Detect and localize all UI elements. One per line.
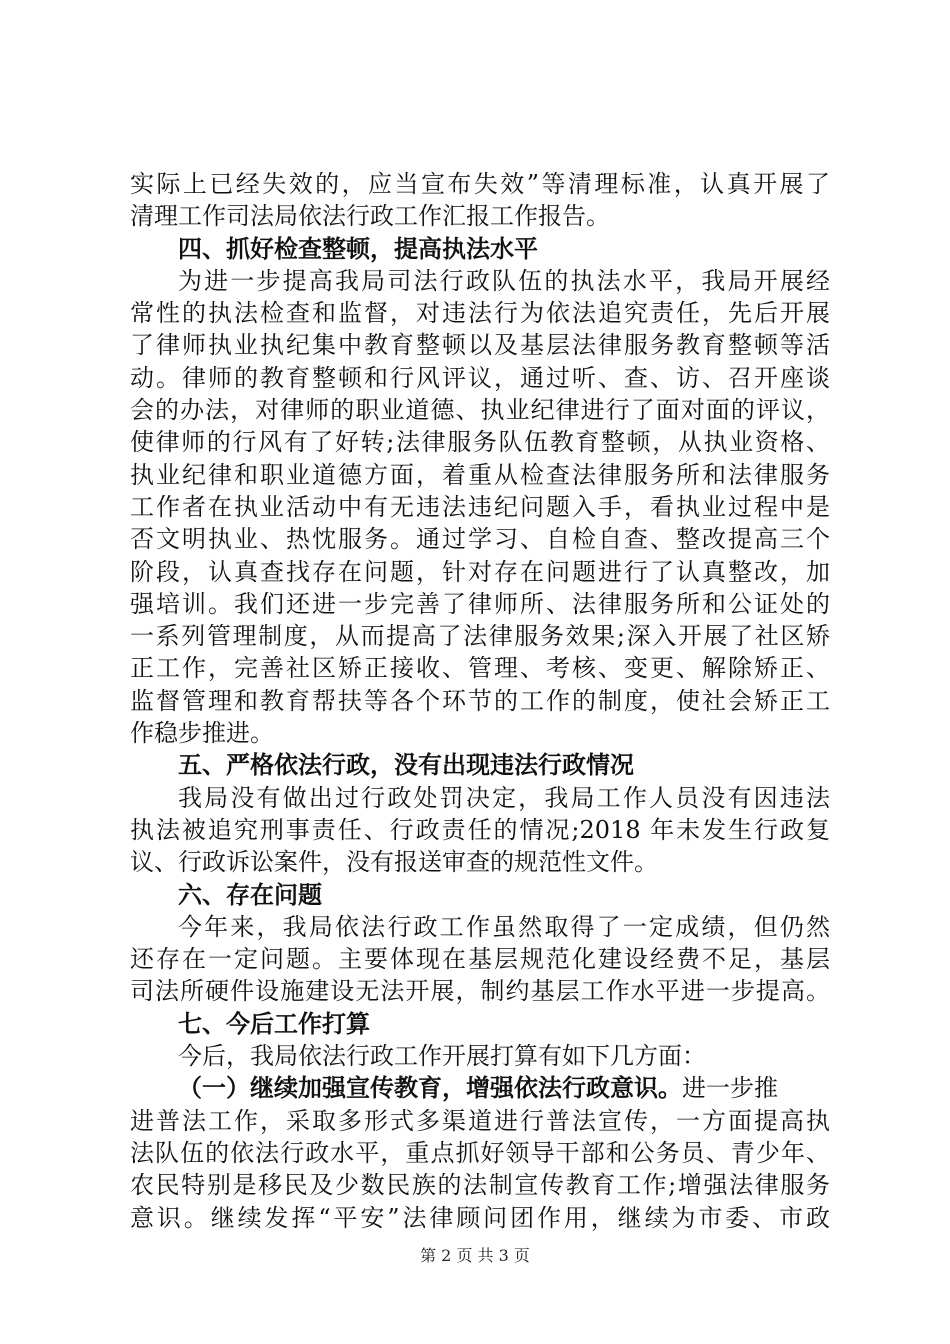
text-run: 进一步推 <box>682 1074 778 1103</box>
text-line: 进普法工作，采取多形式多渠道进行普法宣传，一方面提高执 <box>130 1106 830 1135</box>
text-line: 今年来，我局依法行政工作虽然取得了一定成绩，但仍然 <box>178 912 830 941</box>
text-line: 作稳步推进。 <box>130 719 274 748</box>
section-heading: 七、今后工作打算 <box>178 1008 370 1038</box>
text-line: 实际上已经失效的，应当宣布失效”等清理标准，认真开展了 <box>130 170 830 198</box>
section-heading: 五、严格依法行政，没有出现违法行政情况 <box>178 750 634 780</box>
text-line: 常性的执法检查和监督，对违法行为依法追究责任，先后开展 <box>130 299 830 328</box>
text-line: 强培训。我们还进一步完善了律师所、法律服务所和公证处的 <box>130 589 830 618</box>
text-line: 会的办法，对律师的职业道德、执业纪律进行了面对面的评议， <box>130 396 830 425</box>
text-line: 意识。继续发挥“平安”法律顾问团作用，继续为市委、市政 <box>130 1203 830 1232</box>
text-line: 了律师执业执纪集中教育整顿以及基层法律服务教育整顿等活 <box>130 331 830 360</box>
text-line: 阶段，认真查找存在问题，针对存在问题进行了认真整改，加 <box>130 557 830 586</box>
subsection-heading: （一）继续加强宣传教育，增强依法行政意识。 <box>178 1073 682 1103</box>
text-line: 否文明执业、热忱服务。通过学习、自检自查、整改提高三个 <box>130 525 830 554</box>
text-line: 我局没有做出过行政处罚决定，我局工作人员没有因违法 <box>178 783 830 812</box>
text-line: 今后，我局依法行政工作开展打算有如下几方面： <box>178 1042 706 1071</box>
text-line: 监督管理和教育帮扶等各个环节的工作的制度，使社会矫正工 <box>130 686 830 715</box>
text-line: 还存在一定问题。主要体现在基层规范化建设经费不足，基层 <box>130 945 830 974</box>
text-line: 司法所硬件设施建设无法开展，制约基层工作水平进一步提高。 <box>130 977 830 1006</box>
section-heading: 六、存在问题 <box>178 879 322 909</box>
section-heading: 四、抓好检查整顿，提高执法水平 <box>178 233 538 263</box>
text-line: 动。律师的教育整顿和行风评议，通过听、查、访、召开座谈 <box>130 363 830 392</box>
text-line: 使律师的行风有了好转;法律服务队伍教育整顿，从执业资格、 <box>130 428 830 457</box>
text-line: 法队伍的依法行政水平，重点抓好领导干部和公务员、青少年、 <box>130 1138 830 1167</box>
text-line: 一系列管理制度，从而提高了法律服务效果;深入开展了社区矫 <box>130 622 830 651</box>
text-line: 议、行政诉讼案件，没有报送审查的规范性文件。 <box>130 848 658 877</box>
text-line: 农民特别是移民及少数民族的法制宣传教育工作;增强法律服务 <box>130 1171 830 1200</box>
text-line: 执法被追究刑事责任、行政责任的情况;2018 年未发生行政复 <box>130 815 830 844</box>
text-line <box>130 1072 830 1104</box>
text-line: 工作者在执业活动中有无违法违纪问题入手，看执业过程中是 <box>130 492 830 521</box>
page-footer: 第 2 页 共 3 页 <box>420 1246 530 1265</box>
text-line: 正工作，完善社区矫正接收、管理、考核、变更、解除矫正、 <box>130 654 830 683</box>
document-body <box>130 168 830 1234</box>
text-line: 清理工作司法局依法行政工作汇报工作报告。 <box>130 202 610 231</box>
text-line: 为进一步提高我局司法行政队伍的执法水平，我局开展经 <box>178 266 830 295</box>
text-line: 执业纪律和职业道德方面，着重从检查法律服务所和法律服务 <box>130 460 830 489</box>
